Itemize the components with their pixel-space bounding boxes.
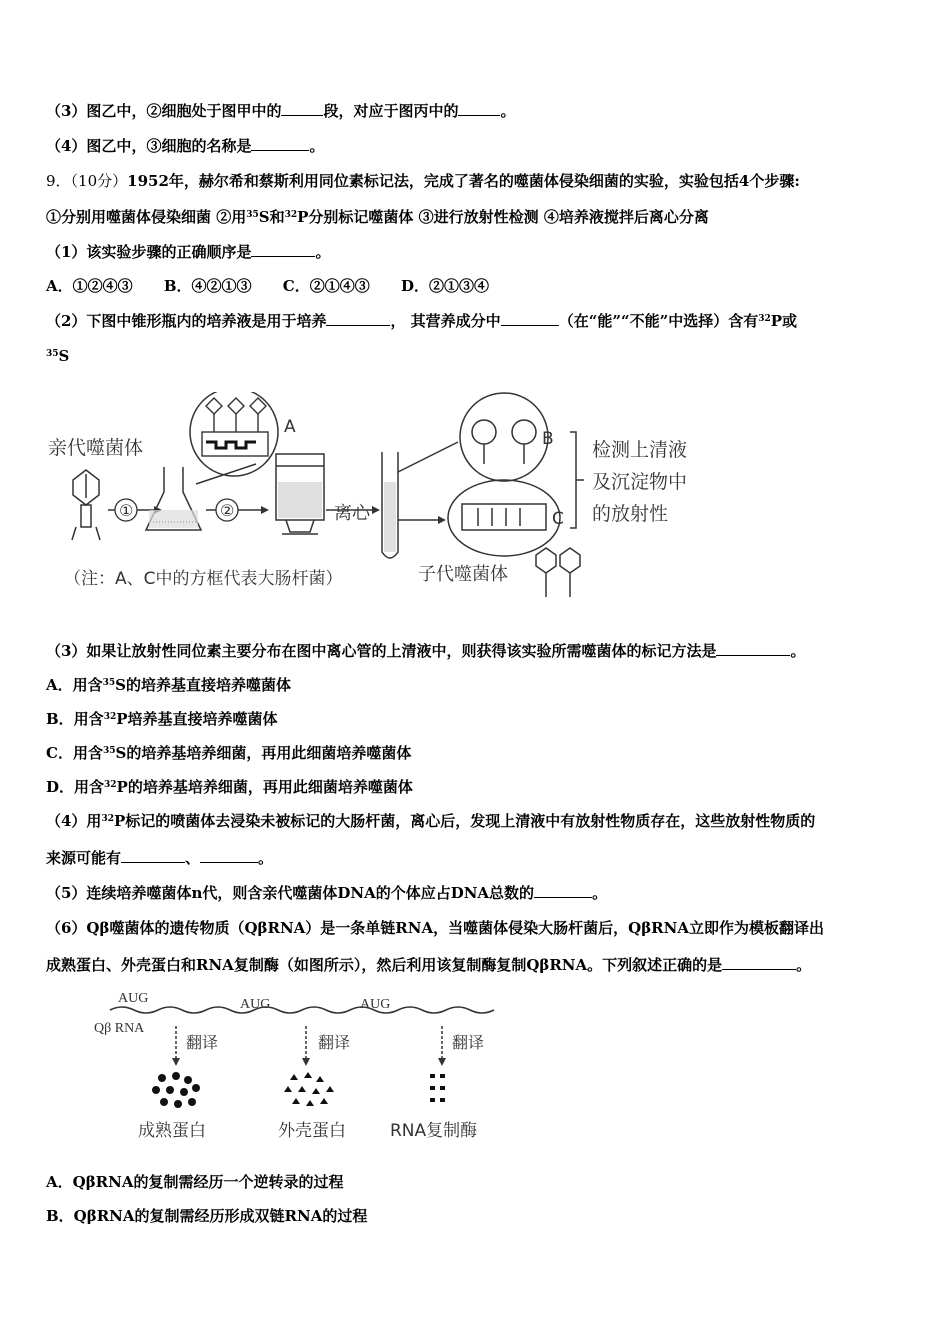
answer-blank[interactable] bbox=[326, 311, 390, 326]
mature-protein-dots bbox=[152, 1072, 200, 1108]
q8-part4: （4）图乙中，③细胞的名称是 。 bbox=[46, 137, 325, 155]
figure-note: （注：A、C中的方框代表大肠杆菌） bbox=[64, 569, 343, 589]
parent-phage-label: 亲代噬菌体 bbox=[48, 437, 144, 459]
answer-blank[interactable] bbox=[251, 242, 315, 257]
q9-part6-option-a[interactable]: A．QβRNA的复制需经历一个逆转录的过程 bbox=[46, 1173, 344, 1191]
rna-strand bbox=[110, 1007, 494, 1013]
q9-part6-line1: （6）Qβ噬菌体的遗传物质（QβRNA）是一条单链RNA，当噬菌体侵染大肠杆菌后，QβRNA立即作为模板翻译出 bbox=[46, 919, 824, 937]
label-c: C bbox=[552, 509, 564, 529]
option-c[interactable]: C．②①④③ bbox=[282, 277, 370, 295]
q9-part3-option-d[interactable]: D．用含$^{32}$P的培养基培养细菌，再用此细菌培养噬菌体 bbox=[46, 778, 413, 796]
qbeta-rna-figure bbox=[92, 986, 512, 1146]
bracket bbox=[570, 432, 584, 528]
answer-blank[interactable] bbox=[281, 101, 323, 116]
svg-text:①: ① bbox=[119, 501, 134, 520]
answer-blank[interactable] bbox=[534, 883, 592, 898]
offspring-phage-icons bbox=[536, 548, 580, 597]
answer-blank[interactable] bbox=[501, 311, 559, 326]
q8-part3: （3）图乙中，②细胞处于图甲中的 段，对应于图丙中的 。 bbox=[46, 102, 516, 120]
q9-part1: （1）该实验步骤的正确顺序是 。 bbox=[46, 243, 331, 261]
circle-c bbox=[448, 480, 560, 556]
q9-part4-cont: 来源可能有 、 。 bbox=[46, 849, 274, 867]
aug-label-1: AUG bbox=[118, 991, 149, 1006]
mature-protein-label: 成熟蛋白 bbox=[138, 1121, 206, 1141]
replicase-label: RNA复制酶 bbox=[390, 1121, 478, 1141]
detect-line-1: 检测上清液 bbox=[592, 439, 688, 461]
detect-line-2: 及沉淀物中 bbox=[592, 471, 688, 493]
q9-part6-line2: 成熟蛋白、外壳蛋白和RNA复制酶（如图所示），然后利用该复制酶复制QβRNA。下列叙述正确的是 。 bbox=[46, 956, 812, 974]
q9-steps: ①分别用噬菌体侵染细菌 ②用$^{35}$S和$^{32}$P分别标记噬菌体 ③进行放射性检测 ④培养液搅拌后离心分离 bbox=[46, 208, 709, 226]
qbeta-rna-label: Qβ RNA bbox=[94, 1021, 145, 1036]
q9-part3-option-b[interactable]: B．用含$^{32}$P培养基直接培养噬菌体 bbox=[46, 710, 278, 728]
answer-blank[interactable] bbox=[121, 848, 185, 863]
translate-label-2: 翻译 bbox=[318, 1033, 351, 1052]
q9-part5: （5）连续培养噬菌体n代，则含亲代噬菌体DNA的个体应占DNA总数的 。 bbox=[46, 884, 608, 902]
q9-part1-options bbox=[46, 276, 910, 296]
answer-blank[interactable] bbox=[716, 641, 790, 656]
q9-stem: 9．（10分）1952年，赫尔希和蔡斯利用同位素标记法，完成了著名的噬菌体侵染细菌的实验，实验包括4个步骤: bbox=[46, 172, 800, 190]
label-a: A bbox=[284, 417, 296, 437]
coat-protein-triangles bbox=[284, 1072, 334, 1106]
centrifuge-label: 离心 bbox=[334, 503, 370, 524]
q9-part3-option-c[interactable]: C．用含$^{35}$S的培养基培养细菌，再用此细菌培养噬菌体 bbox=[46, 744, 412, 762]
svg-text:②: ② bbox=[220, 501, 235, 520]
q9-part2-cont: $^{35}$S bbox=[46, 347, 70, 365]
q9-part3: （3）如果让放射性同位素主要分布在图中离心管的上清液中，则获得该实验所需噬菌体的标记方法是 。 bbox=[46, 642, 806, 660]
answer-blank[interactable] bbox=[458, 101, 500, 116]
answer-blank[interactable] bbox=[722, 955, 796, 970]
option-d[interactable]: D．②①③④ bbox=[400, 277, 489, 295]
translate-label-3: 翻译 bbox=[452, 1033, 485, 1052]
q9-part3-option-a[interactable]: A．用含$^{35}$S的培养基直接培养噬菌体 bbox=[46, 676, 292, 694]
coat-protein-label: 外壳蛋白 bbox=[278, 1121, 346, 1141]
aug-label-2: AUG bbox=[240, 997, 271, 1012]
option-a[interactable]: A．①②④③ bbox=[46, 277, 133, 295]
label-b: B bbox=[542, 429, 554, 449]
parent-phage-icon bbox=[72, 470, 100, 540]
answer-blank[interactable] bbox=[200, 848, 258, 863]
q9-part4: （4）用$^{32}$P标记的喷菌体去浸染未被标记的大肠杆菌，离心后，发现上清液中有放射性物质存在，这些放射性物质的 bbox=[46, 812, 816, 830]
translate-label-1: 翻译 bbox=[186, 1033, 219, 1052]
q9-part6-option-b[interactable]: B．QβRNA的复制需经历形成双链RNA的过程 bbox=[46, 1207, 368, 1225]
aug-label-3: AUG bbox=[360, 997, 391, 1012]
q9-part2: （2）下图中锥形瓶内的培养液是用于培养 ， 其营养成分中 （在“能”“不能”中选择）含有$^{32}$P或 bbox=[46, 312, 798, 330]
phage-experiment-figure bbox=[46, 392, 726, 604]
offspring-label: 子代噬菌体 bbox=[418, 564, 508, 585]
option-b[interactable]: B．④②①③ bbox=[163, 277, 252, 295]
detect-line-3: 的放射性 bbox=[592, 503, 669, 525]
answer-blank[interactable] bbox=[251, 136, 309, 151]
replicase-squares bbox=[430, 1074, 445, 1102]
